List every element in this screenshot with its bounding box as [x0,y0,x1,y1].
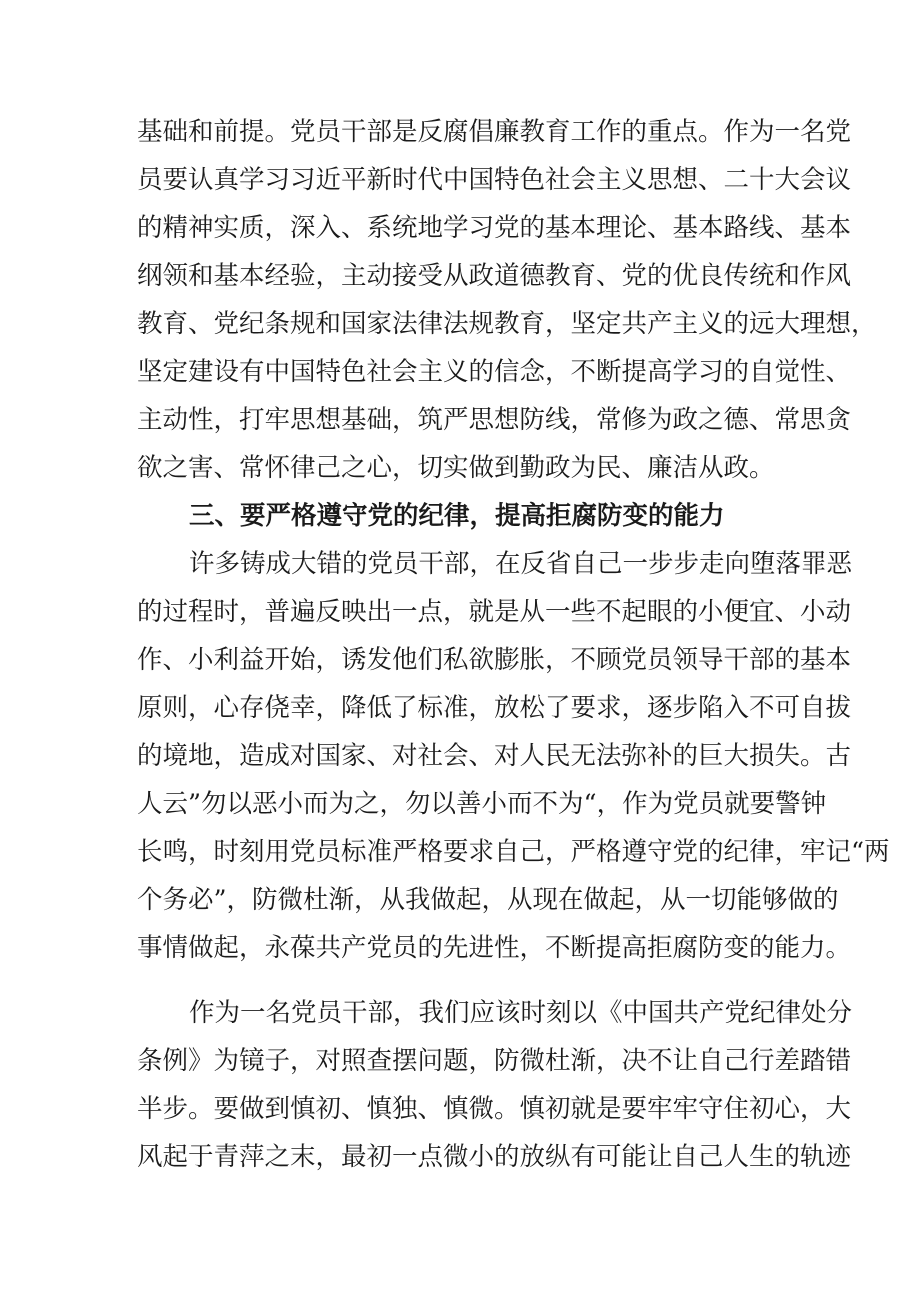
text-line: 的境地，造成对国家、对社会、对人民无法弥补的巨大损失。古 [137,741,852,771]
text-line: 长鸣，时刻用党员标准严格要求自己，严格遵守党的纪律，牢记“两 [137,837,890,867]
text-line: 人云”勿以恶小而为之，勿以善小而不为“，作为党员就要警钟 [137,789,827,819]
text-line: 的过程时，普遍反映出一点，就是从一些不起眼的小便宜、小动 [137,597,852,627]
heading-text: 三、要严格遵守党的纪律，提高拒腐防变的能力 [189,501,725,531]
text-line: 作、小利益开始，诱发他们私欲膨胀，不顾党员领导干部的基本 [137,645,852,675]
paragraph-3 [137,989,853,1181]
text-line: 教育、党纪条规和国家法律法规教育，坚定共产主义的远大理想， [137,309,877,339]
paragraph-1 [137,108,877,492]
text-line: 纲领和基本经验，主动接受从政道德教育、党的优良传统和作风 [137,261,852,291]
text-line: 基础和前提。党员干部是反腐倡廉教育工作的重点。作为一名党 [137,117,852,147]
text-line: 风起于青萍之末，最初一点微小的放纵有可能让自己人生的轨迹 [137,1142,852,1172]
text-line: 作为一名党员干部，我们应该时刻以《中国共产党纪律处分 [189,998,853,1028]
text-line: 的精神实质，深入、系统地学习党的基本理论、基本路线、基本 [137,213,852,243]
text-line: 许多铸成大错的党员干部，在反省自己一步步走向堕落罪恶 [189,549,853,579]
text-line: 主动性，打牢思想基础，筑严思想防线，常修为政之德、常思贪 [137,405,852,435]
paragraph-gap [137,972,787,989]
text-line: 原则，心存侥幸，降低了标准，放松了要求，逐步陷入不可自拔 [137,693,852,723]
text-line: 坚定建设有中国特色社会主义的信念，不断提高学习的自觉性、 [137,357,852,387]
document-body [137,108,890,1181]
section-heading [137,492,787,540]
text-line: 事情做起，永葆共产党员的先进性，不断提高拒腐防变的能力。 [137,933,852,963]
text-line: 欲之害、常怀律己之心，切实做到勤政为民、廉洁从政。 [137,453,775,483]
paragraph-2 [137,540,890,972]
text-line: 个务必”，防微杜渐，从我做起，从现在做起，从一切能够做的 [137,885,839,915]
text-line: 半步。要做到慎初、慎独、慎微。慎初就是要牢牢守住初心，大 [137,1094,852,1124]
text-line: 员要认真学习习近平新时代中国特色社会主义思想、二十大会议 [137,165,852,195]
text-line: 条例》为镜子，对照查摆问题，防微杜渐，决不让自己行差踏错 [137,1046,852,1076]
